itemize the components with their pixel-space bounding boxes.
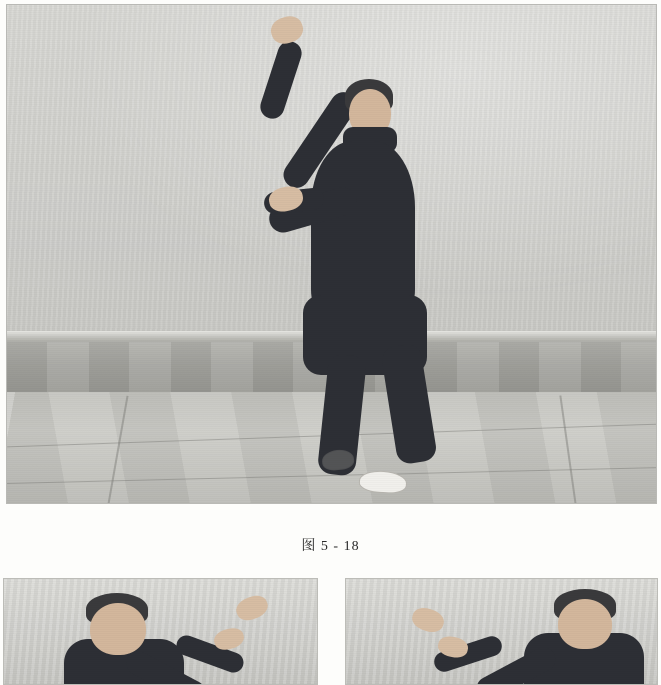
figure-sub-left-photo [3, 578, 318, 685]
figure-sub-right-photo [345, 578, 658, 685]
head [90, 603, 146, 655]
figure-main-photo [6, 4, 657, 504]
figure-row [0, 578, 661, 685]
figure-caption: 图 5 - 18 [301, 539, 360, 554]
head [558, 599, 612, 649]
